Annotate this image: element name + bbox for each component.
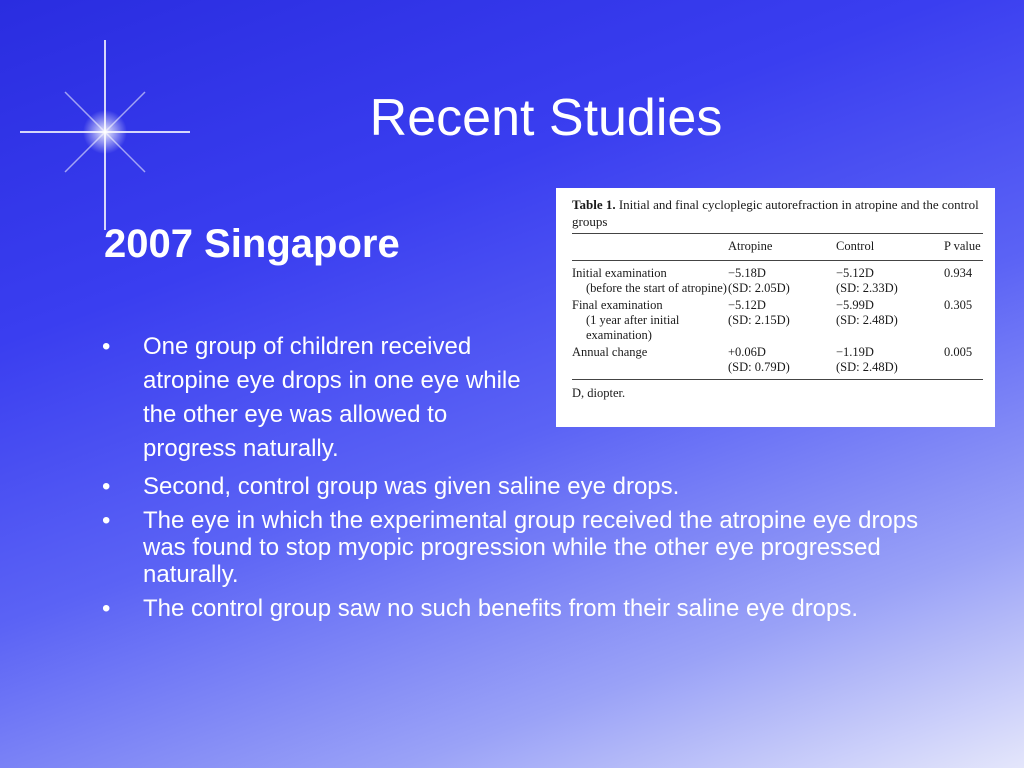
table-footnote: D, diopter. [572,386,626,400]
table-header: Control [836,239,875,253]
slide-title: Recent Studies [369,89,723,147]
bullet-icon: • [102,333,111,360]
row-sublabel: (1 year after initial examination) [586,313,680,342]
control-value: −1.19D [836,345,874,359]
table-header [572,237,728,256]
p-value: 0.305 [944,298,973,312]
bullet-text: One group of children received atropine eye drops in one eye while the other eye was allowed to progress naturally. [143,333,521,462]
table-header: Atropine [728,239,773,253]
row-label: Initial examination [572,266,667,280]
control-value: −5.99D [836,298,874,312]
table-caption [572,196,983,230]
list-item [100,330,543,466]
atropine-sd: (SD: 2.15D) [728,313,790,327]
bullet-text: The eye in which the experimental group received the atropine eye drops was found to stop myopic progression while the other eye progressed naturally. [143,507,919,588]
bullet-icon: • [102,595,111,622]
bullet-text: The control group saw no such benefits from their saline eye drops. [143,595,859,622]
p-value: 0.934 [944,266,973,280]
table-header: P value [944,239,981,253]
table-header-row [572,237,983,256]
data-table [572,237,983,376]
table-row [572,265,983,297]
table-figure [556,188,995,427]
list-item [100,473,940,500]
slide-subtitle: 2007 Singapore [104,222,400,266]
table-row [572,297,983,344]
table-rule [572,260,983,261]
bullet-icon: • [102,473,111,500]
atropine-value: −5.12D [728,298,766,312]
row-sublabel: (before the start of atropine) [586,281,727,295]
table-caption-text: Initial and final cycloplegic autorefraction in atropine and the control groups [572,197,979,229]
atropine-value: −5.18D [728,266,766,280]
control-sd: (SD: 2.48D) [836,360,898,374]
atropine-sd: (SD: 2.05D) [728,281,790,295]
atropine-value: +0.06D [728,345,766,359]
atropine-sd: (SD: 0.79D) [728,360,790,374]
table-row [572,344,983,376]
control-sd: (SD: 2.48D) [836,313,898,327]
bullet-text: Second, control group was given saline eye drops. [143,473,680,500]
bullet-icon: • [102,507,111,534]
table-label: Table 1. [572,197,616,212]
table-rule [572,379,983,380]
control-sd: (SD: 2.33D) [836,281,898,295]
table-rule [572,233,983,234]
list-item [100,595,940,622]
row-label: Final examination [572,298,663,312]
list-item [100,507,940,588]
row-label: Annual change [572,345,648,359]
p-value: 0.005 [944,345,973,359]
control-value: −5.12D [836,266,874,280]
